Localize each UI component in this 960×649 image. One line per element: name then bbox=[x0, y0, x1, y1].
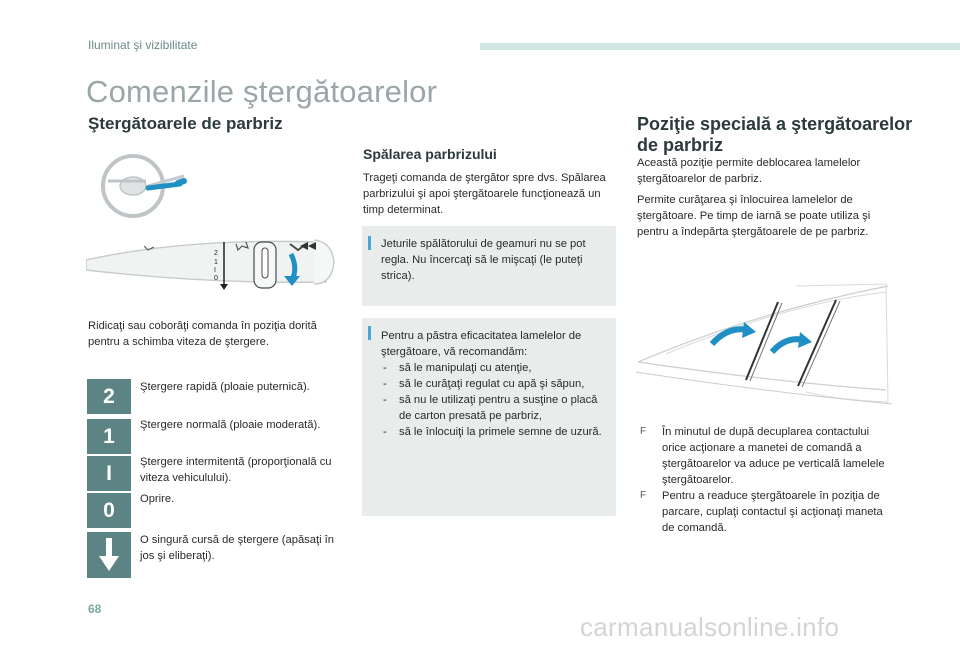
legend-text-intermittent: Ştergere intermitentă (proporţională cu viteza vehiculului). bbox=[140, 456, 332, 484]
bullet-icon: F bbox=[640, 426, 647, 437]
note-marker bbox=[368, 326, 371, 340]
section-tag: Iluminat şi vizibilitate bbox=[88, 38, 198, 52]
badge-single-wipe bbox=[87, 532, 131, 578]
down-arrow-icon bbox=[98, 538, 120, 572]
washer-body: Trageţi comanda de ştergător spre dvs. Spălarea parbrizului şi apoi ştergătoarele funcţionează un timp determinat. bbox=[363, 172, 606, 216]
watermark: carmanualsonline.info bbox=[580, 612, 840, 642]
steering-wheel-illustration bbox=[88, 146, 198, 226]
bullet-icon: F bbox=[640, 490, 647, 501]
badge-speed-2: 2 bbox=[87, 379, 131, 414]
badge-intermittent: I bbox=[87, 456, 131, 491]
note-nozzles-text: Jeturile spălătorului de geamuri nu se pot regla. Nu încercaţi să le mişcaţi (le puteţi strica). bbox=[381, 238, 586, 282]
special-position-p1: Această poziţie permite deblocarea lamelelor ştergătoarelor de parbriz. bbox=[637, 157, 861, 185]
note-blade-care bbox=[362, 318, 616, 516]
page-title: Comenzile ştergătoarelor bbox=[86, 74, 438, 109]
list-item: - să le manipulaţi cu atenţie, bbox=[381, 360, 609, 376]
bullet-text: În minutul de după decuplarea contactului orice acţionare a manetei de comandă a ştergătoarelor va aduce pe verticală lamelele ştergătoarelor. bbox=[662, 426, 885, 486]
note-marker bbox=[368, 236, 371, 250]
legend-text-2: Ştergere rapidă (ploaie puternică). bbox=[140, 381, 310, 393]
badge-speed-1: 1 bbox=[87, 419, 131, 454]
list-item bbox=[640, 424, 895, 488]
legend-text-off: Oprire. bbox=[140, 493, 175, 505]
legend-text-1: Ştergere normală (ploaie moderată). bbox=[140, 419, 321, 431]
list-item bbox=[640, 488, 895, 536]
note-blade-care-content bbox=[381, 328, 609, 440]
wiper-stalk-illustration bbox=[86, 234, 348, 296]
stalk-mark-I: I bbox=[214, 267, 216, 274]
note-blade-care-intro: Pentru a păstra eficacitatea lamelelor de ştergătoare, vă recomandăm: bbox=[381, 330, 582, 358]
header-bar bbox=[480, 43, 960, 50]
note-nozzles bbox=[362, 226, 616, 306]
special-position-p2: Permite curăţarea şi înlocuirea lamelelor de ştergătoare. Pe timp de iarnă se poate utiliza şi pentru a îndepărta ştergătoarele de pe parbriz. bbox=[637, 194, 871, 238]
bullet-text: Pentru a readuce ştergătoarele în poziţia de parcare, cuplaţi contactul şi acţionaţi maneta de comandă. bbox=[662, 490, 883, 534]
stalk-mark-2: 2 bbox=[214, 250, 218, 257]
legend-text-single-wipe: O singură cursă de ştergere (apăsaţi în jos şi eliberaţi). bbox=[140, 534, 335, 562]
special-position-bullets bbox=[640, 424, 895, 536]
badge-off: 0 bbox=[87, 493, 131, 528]
washer-heading: Spălarea parbrizului bbox=[363, 146, 497, 162]
page-number: 68 bbox=[88, 602, 102, 616]
list-item: - să le înlocuiţi la primele semne de uzură. bbox=[381, 424, 609, 440]
windshield-illustration bbox=[636, 282, 892, 412]
stalk-mark-0: 0 bbox=[214, 275, 218, 282]
stalk-mark-1: 1 bbox=[214, 259, 218, 266]
wipers-heading: Ştergătoarele de parbriz bbox=[88, 114, 283, 133]
list-item: - să le curăţaţi regulat cu apă şi săpun, bbox=[381, 376, 609, 392]
wipers-intro: Ridicaţi sau coborâţi comanda în poziţia dorită pentru a schimba viteza de ştergere. bbox=[88, 320, 317, 348]
special-position-heading: Poziţie specială a ştergătoarelor de parbriz bbox=[637, 114, 913, 155]
list-item: - să nu le utilizaţi pentru a susţine o placă de carton presată pe parbriz, bbox=[381, 392, 609, 424]
